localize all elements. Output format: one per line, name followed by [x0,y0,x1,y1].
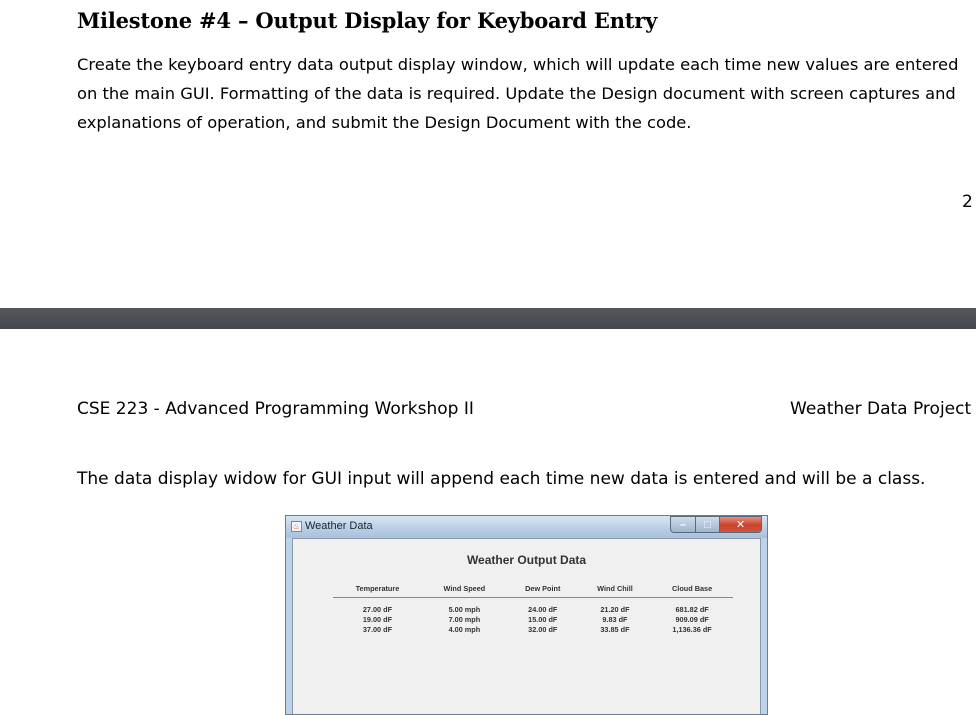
table-cell: 19.00 dF [362,615,393,624]
page-header-project: Weather Data Project [790,399,972,419]
weather-data-window-screenshot [285,515,768,715]
table-cell: 24.00 dF [528,605,558,614]
table-cell: 21.20 dF [600,605,630,614]
table-cell: 15.00 dF [528,615,558,624]
milestone-heading: Milestone #4 – Output Display for Keyboard Entry [77,8,658,33]
table-cell: 7.00 mph [448,615,481,624]
window-title: Weather Data [305,520,373,532]
maximize-icon: □ [696,516,720,533]
document-page-bottom [0,329,976,704]
table-cell: 37.00 dF [362,625,393,634]
column-header: Wind Speed [422,584,507,598]
page-number: 2 [962,192,973,212]
close-icon: ✕ [720,516,762,533]
document-page-top [0,0,976,308]
milestone-description: Create the keyboard entry data output display window, which will update each time new values are entered on the main GUI. Formatting of the data is required. Update the Design document with screen captures and explanations of operation, and submit the Design Document with the code. [77,55,959,132]
table-cell: 33.85 dF [600,625,630,634]
table-row [333,615,733,625]
table-cell: 5.00 mph [448,605,481,614]
minimize-icon: – [670,516,696,533]
intro-paragraph: The data display widow for GUI input will append each time new data is entered and will be a class. [77,469,926,489]
weather-output-table [333,584,733,635]
page-separator [0,308,976,329]
column-header: Dew Point [507,584,579,598]
table-cell: 681.82 dF [675,605,709,614]
window-content [292,538,761,714]
table-cell: 4.00 mph [448,625,481,634]
page-header-course: CSE 223 - Advanced Programming Workshop II [77,399,474,419]
column-header: Cloud Base [651,584,733,598]
table-row [333,598,733,616]
window-controls [670,516,762,534]
column-header: Wind Chill [579,584,652,598]
table-cell: 9.83 dF [602,615,628,624]
table-cell: 1,136.36 dF [672,625,712,634]
output-panel-title: Weather Output Data [466,553,587,567]
table-cell: 32.00 dF [528,625,558,634]
table-header-row [333,584,733,598]
java-app-icon: ♨ [292,522,301,531]
column-header: Temperature [333,584,422,598]
table-cell: 27.00 dF [362,605,393,614]
table-cell: 909.09 dF [675,615,709,624]
table-row [333,625,733,635]
window-titlebar [286,516,767,538]
